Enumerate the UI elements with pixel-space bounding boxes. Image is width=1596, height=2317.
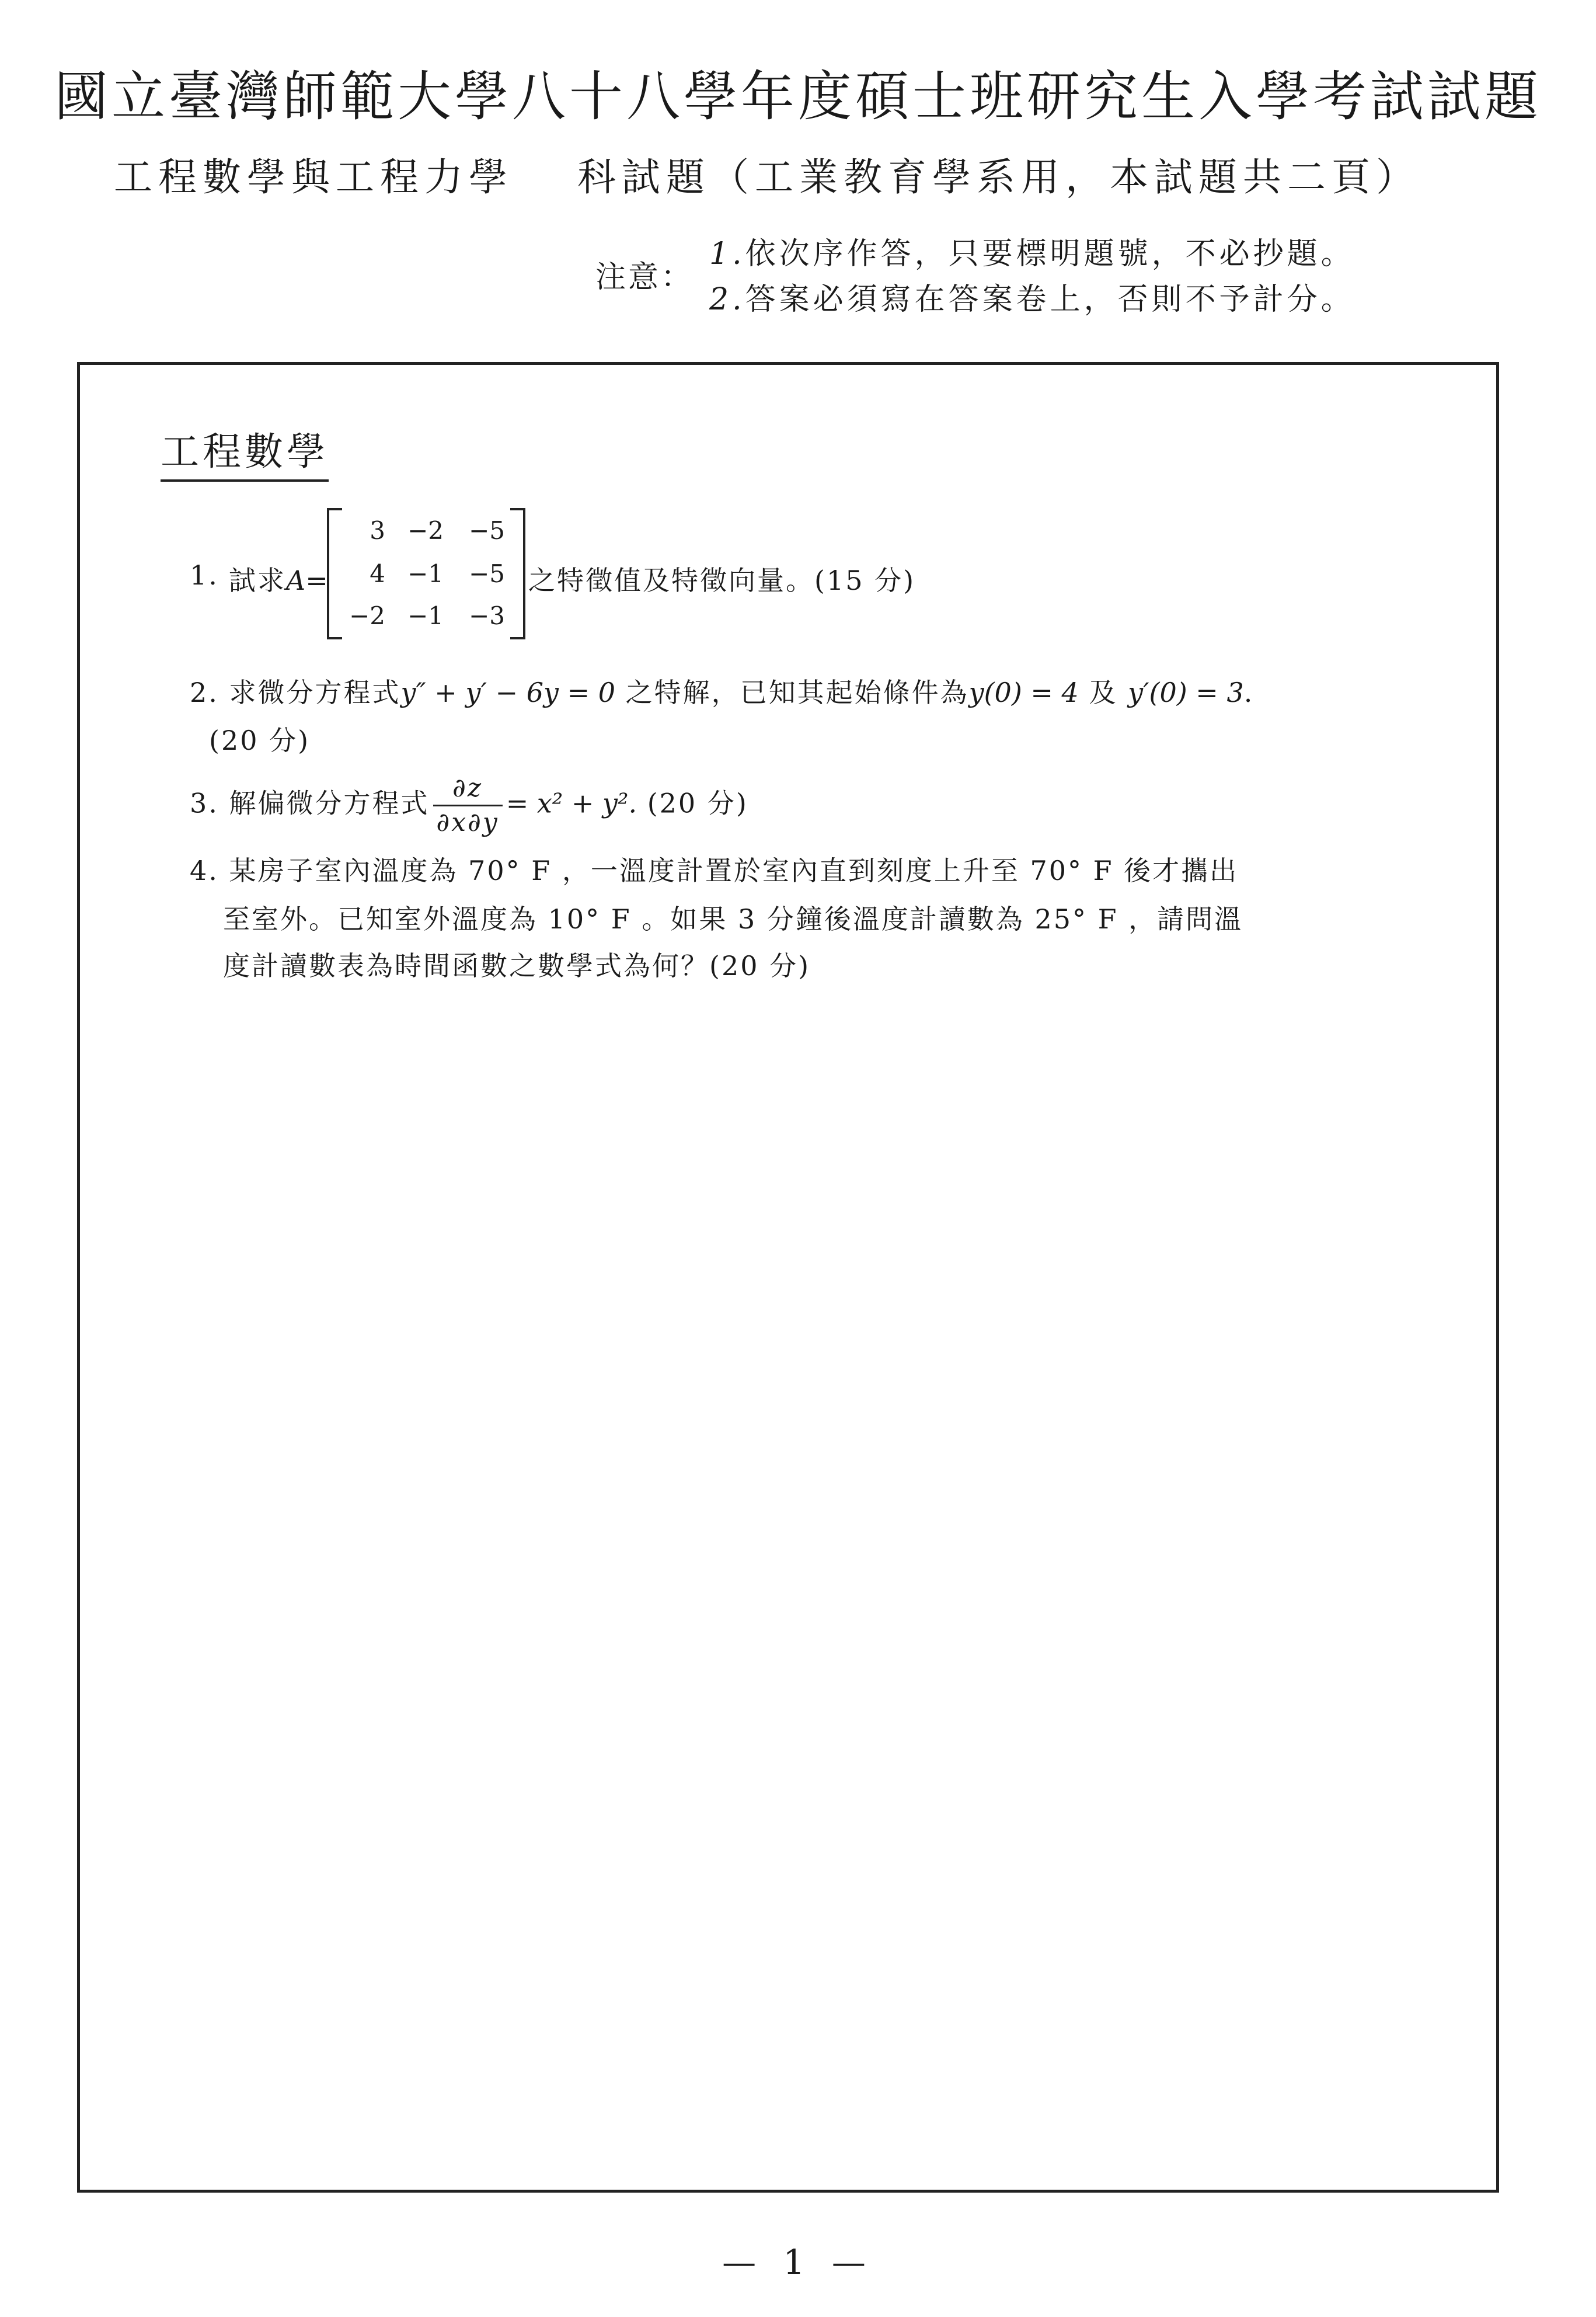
notice-item-number: 1. xyxy=(709,236,745,272)
question-1-suffix: 之特徵值及特徵向量。(15 分) xyxy=(528,565,916,596)
matrix-cell: −5 xyxy=(469,516,505,545)
matrix-cell: −2 xyxy=(407,516,444,545)
notice-item-number: 2. xyxy=(709,282,745,317)
exam-title: 國立臺灣師範大學八十八學年度碩士班研究生入學考試試題 xyxy=(54,65,1542,128)
question-2-number: 2. xyxy=(190,677,219,708)
fraction-denominator: ∂x∂y xyxy=(436,808,499,837)
matrix-cell: 3 xyxy=(370,516,385,545)
exam-subtitle xyxy=(114,146,1420,201)
section-title: 工程數學 xyxy=(161,420,329,482)
question-2-line xyxy=(190,672,1254,710)
notice-item-1 xyxy=(709,229,1355,273)
subject-name: 工程數學與工程力學 xyxy=(114,155,513,200)
question-3-line xyxy=(190,772,748,839)
question-4-line-2: 至室外。已知室外溫度為 10° F 。如果 3 分鐘後溫度計讀數為 25° F ，請問溫 xyxy=(223,903,1243,935)
question-3-points: (20 分) xyxy=(647,787,748,819)
partial-fraction xyxy=(433,772,503,839)
matrix-cell: 4 xyxy=(370,559,385,588)
notice-item-text: 依次序作答，只要標明題號，不必抄題。 xyxy=(745,236,1355,272)
question-4-line-3: 度計讀數表為時間函數之數學式為何？(20 分) xyxy=(223,950,811,982)
matrix-cell: −3 xyxy=(469,601,505,630)
matrix-cell: −5 xyxy=(469,559,505,588)
question-2-prefix: 求微分方程式 xyxy=(229,677,401,708)
question-3-number: 3. xyxy=(190,787,219,819)
question-2-end: . xyxy=(1243,677,1255,708)
subtitle-details: 科試題（工業教育學系用，本試題共二頁） xyxy=(577,155,1420,200)
question-4-text-1: 某房子室內溫度為 70° F ，一溫度計置於室內直到刻度上升至 70° F 後才攜出 xyxy=(229,855,1239,886)
question-1-prefix xyxy=(229,559,328,598)
matrix-right-bracket xyxy=(510,508,525,639)
question-2-condition-1: y(0) = 4 xyxy=(968,677,1079,708)
page-number: — 1 — xyxy=(722,2242,874,2282)
matrix-cell: −1 xyxy=(407,601,444,630)
matrix-a xyxy=(327,508,525,639)
notice-item-2 xyxy=(709,274,1355,318)
question-3-rhs: = x² + y². xyxy=(506,787,637,819)
question-2-condition-2: y′(0) = 3 xyxy=(1128,677,1244,708)
question-2-equation: y″ + y′ − 6y = 0 xyxy=(400,677,615,708)
equals-sign: = xyxy=(305,565,328,596)
question-4-line-1 xyxy=(190,850,1238,888)
question-1-number: 1. xyxy=(190,559,219,591)
question-2-and: 及 xyxy=(1089,677,1118,708)
fraction-numerator: ∂z xyxy=(433,772,503,806)
matrix-cell: −2 xyxy=(349,601,385,630)
question-1-prefix-text: 試求 xyxy=(229,565,286,596)
notice-item-text: 答案必須寫在答案卷上，否則不予計分。 xyxy=(745,282,1355,317)
question-2-middle: 之特解，已知其起始條件為 xyxy=(625,677,969,708)
matrix-variable: A xyxy=(286,565,306,596)
notice-label: 注意： xyxy=(595,260,694,295)
matrix-cell: −1 xyxy=(407,559,444,588)
question-2-points: (20 分) xyxy=(209,725,311,756)
content-frame xyxy=(77,362,1499,2193)
question-3-prefix: 解偏微分方程式 xyxy=(229,787,430,819)
question-4-number: 4. xyxy=(190,855,219,886)
